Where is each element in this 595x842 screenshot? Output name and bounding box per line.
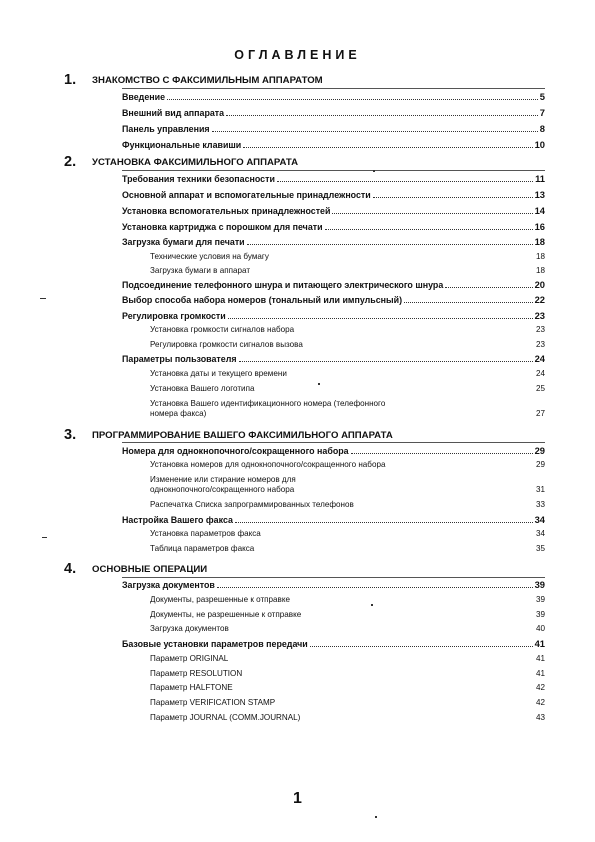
toc-subentry-label: Документы, разрешенные к отправке <box>150 595 290 604</box>
toc-subentry-label: Установка даты и текущего времени <box>150 369 287 378</box>
toc-entry-label: Требования техники безопасности <box>122 174 275 184</box>
toc-subentry[interactable] <box>150 683 545 693</box>
toc-entry-page: 29 <box>534 445 545 456</box>
section-number: 3. <box>64 427 77 443</box>
toc-entry[interactable] <box>122 515 545 525</box>
dot-leader <box>243 147 532 148</box>
dot-leader <box>228 318 533 319</box>
toc-subentry-label: Параметр JOURNAL (COMM.JOURNAL) <box>150 713 301 722</box>
toc-subentry-page: 41 <box>535 669 545 678</box>
page-number: 1 <box>293 790 302 807</box>
section-number: 1. <box>64 72 77 88</box>
toc-subentry-page: 25 <box>535 384 545 393</box>
toc-subentry-label: Загрузка бумаги в аппарат <box>150 266 251 275</box>
dot-leader <box>247 244 533 245</box>
toc-subentry[interactable] <box>150 654 545 664</box>
toc-subentry[interactable] <box>150 500 545 510</box>
toc-entry-page: 11 <box>535 173 545 184</box>
toc-entry-page: 16 <box>534 221 545 232</box>
toc-entry-page: 10 <box>534 139 545 150</box>
toc-subentry-label: Установка номеров для однокнопочного/сокращенного набора <box>150 460 386 469</box>
section-number: 4. <box>64 561 77 577</box>
toc-entry-page: 20 <box>534 279 545 290</box>
toc-subentry-label: Документы, не разрешенные к отправке <box>150 610 302 619</box>
toc-subentry-page: 34 <box>535 529 545 538</box>
section-divider <box>122 88 545 89</box>
toc-entry[interactable] <box>122 295 545 305</box>
dot-leader <box>351 453 533 454</box>
toc-entry-page: 5 <box>539 91 545 102</box>
toc-subentry-label: Установка параметров факса <box>150 529 261 538</box>
toc-subentry[interactable] <box>150 325 545 335</box>
toc-entry-page: 41 <box>534 638 545 649</box>
toc-entry-page: 13 <box>534 189 545 200</box>
section-title: УСТАНОВКА ФАКСИМИЛЬНОГО АППАРАТА <box>92 157 299 168</box>
toc-entry-page: 18 <box>534 236 545 247</box>
dot-leader <box>235 522 533 523</box>
toc-entry[interactable] <box>122 354 545 364</box>
toc-entry-label: Введение <box>122 92 166 102</box>
toc-subentry[interactable] <box>150 544 545 554</box>
toc-subentry-label: Технические условия на бумагу <box>150 252 269 261</box>
toc-entry[interactable] <box>122 108 545 118</box>
section-title: ОСНОВНЫЕ ОПЕРАЦИИ <box>92 564 208 575</box>
toc-entry-label: Загрузка документов <box>122 580 215 590</box>
toc-entry[interactable] <box>122 280 545 290</box>
toc-subentry-label: Таблица параметров факса <box>150 544 255 553</box>
toc-subentry-page: 42 <box>535 683 545 692</box>
toc-subentry-label: Параметр ORIGINAL <box>150 654 229 663</box>
toc-entry-label: Панель управления <box>122 124 210 134</box>
dot-leader <box>325 229 533 230</box>
scan-speck <box>318 383 320 385</box>
dot-leader <box>212 131 538 132</box>
toc-entry[interactable] <box>122 237 545 247</box>
toc-subentry[interactable] <box>150 252 545 262</box>
dot-leader <box>239 361 533 362</box>
toc-entry[interactable] <box>122 124 545 134</box>
toc-entry-page: 7 <box>539 107 545 118</box>
toc-entry-label: Основной аппарат и вспомогательные принадлежности <box>122 190 371 200</box>
toc-subentry-page: 35 <box>535 544 545 553</box>
toc-entry-page: 8 <box>539 123 545 134</box>
toc-entry-page: 34 <box>534 514 545 525</box>
toc-entry-label: Функциональные клавиши <box>122 140 242 150</box>
toc-subentry-page: 29 <box>535 460 545 469</box>
toc-entry-label: Выбор способа набора номеров (тональный или импульсный) <box>122 295 403 305</box>
section-divider <box>122 170 545 171</box>
toc-subentry-label-continued: номера факса) <box>150 409 207 418</box>
toc-subentry-page: 31 <box>535 485 545 494</box>
toc-entry-page: 24 <box>534 353 545 364</box>
toc-entry-page: 22 <box>534 294 545 305</box>
toc-entry[interactable] <box>122 639 545 649</box>
toc-entry[interactable] <box>122 580 545 590</box>
toc-subentry-page: 43 <box>535 713 545 722</box>
scan-mark <box>40 298 46 299</box>
toc-subentry[interactable] <box>150 369 545 379</box>
toc-entry-label: Установка картриджа с порошком для печати <box>122 222 323 232</box>
toc-subentry-page: 40 <box>535 624 545 633</box>
scan-speck <box>373 170 375 172</box>
toc-subentry-label: Распечатка Списка запрограммированных телефонов <box>150 500 354 509</box>
toc-subentry[interactable] <box>150 475 545 495</box>
section-title: ЗНАКОМСТВО С ФАКСИМИЛЬНЫМ АППАРАТОМ <box>92 75 323 86</box>
toc-subentry-page: 39 <box>535 610 545 619</box>
toc-entry-label: Внешний вид аппарата <box>122 108 225 118</box>
toc-subentry-page: 42 <box>535 698 545 707</box>
toc-entry[interactable] <box>122 174 545 184</box>
section-divider <box>122 442 545 443</box>
section-number: 2. <box>64 154 77 170</box>
toc-subentry-page: 18 <box>535 252 545 261</box>
dot-leader <box>445 287 532 288</box>
toc-entry-page: 14 <box>534 205 545 216</box>
toc-subentry[interactable] <box>150 713 545 723</box>
toc-subentry-label: Загрузка документов <box>150 624 229 633</box>
toc-subentry[interactable] <box>150 340 545 350</box>
toc-subentry-label: Параметр HALFTONE <box>150 683 233 692</box>
toc-entry-label: Настройка Вашего факса <box>122 515 233 525</box>
toc-entry-page: 23 <box>534 310 545 321</box>
toc-subentry-page: 39 <box>535 595 545 604</box>
dot-leader <box>404 302 533 303</box>
toc-entry[interactable] <box>122 311 545 321</box>
toc-subentry-label: Установка Вашего идентификационного номера (телефонного <box>150 399 386 408</box>
toc-subentry-page: 24 <box>535 369 545 378</box>
toc-subentry-label: Изменение или стирание номеров для <box>150 475 296 484</box>
toc-entry[interactable] <box>122 206 545 216</box>
dot-leader <box>226 115 538 116</box>
toc-entry[interactable] <box>122 190 545 200</box>
toc-subentry[interactable] <box>150 384 545 394</box>
dot-leader <box>373 197 533 198</box>
dot-leader <box>167 99 538 100</box>
toc-subentry-label: Регулировка громкости сигналов вызова <box>150 340 303 349</box>
toc-subentry[interactable] <box>150 595 545 605</box>
toc-entry-label: Подсоединение телефонного шнура и питающего электрического шнура <box>122 280 444 290</box>
toc-entry-label: Регулировка громкости <box>122 311 226 321</box>
toc-subentry-page: 18 <box>535 266 545 275</box>
dot-leader <box>217 587 533 588</box>
scan-mark <box>42 537 47 538</box>
toc-subentry-label: Параметр RESOLUTION <box>150 669 243 678</box>
section-divider <box>122 577 545 578</box>
toc-entry-label: Установка вспомогательных принадлежностей <box>122 206 331 216</box>
toc-subentry-label: Установка громкости сигналов набора <box>150 325 295 334</box>
toc-subentry-label-continued: однокнопочного/сокращенного набора <box>150 485 295 494</box>
toc-entry[interactable] <box>122 446 545 456</box>
toc-subentry-page: 23 <box>535 325 545 334</box>
dot-leader <box>310 646 533 647</box>
toc-entry-label: Номера для однокнопочного/сокращенного набора <box>122 446 349 456</box>
toc-subentry-page: 27 <box>535 409 545 418</box>
toc-entry[interactable] <box>122 222 545 232</box>
toc-entry-label: Параметры пользователя <box>122 354 237 364</box>
toc-title: ОГЛАВЛЕНИЕ <box>234 48 361 62</box>
scan-speck <box>375 816 377 818</box>
toc-subentry-page: 23 <box>535 340 545 349</box>
section-title: ПРОГРАММИРОВАНИЕ ВАШЕГО ФАКСИМИЛЬНОГО АППАРАТА <box>92 430 393 441</box>
toc-subentry-label: Установка Вашего логотипа <box>150 384 255 393</box>
toc-subentry[interactable] <box>150 460 545 470</box>
toc-subentry-label: Параметр VERIFICATION STAMP <box>150 698 276 707</box>
toc-entry-label: Загрузка бумаги для печати <box>122 237 245 247</box>
scan-speck <box>371 604 373 606</box>
toc-subentry[interactable] <box>150 624 545 634</box>
toc-entry[interactable] <box>122 92 545 102</box>
toc-subentry-page: 33 <box>535 500 545 509</box>
dot-leader <box>332 213 532 214</box>
toc-entry-page: 39 <box>534 579 545 590</box>
toc-subentry[interactable] <box>150 399 545 419</box>
toc-entry-label: Базовые установки параметров передачи <box>122 639 308 649</box>
toc-subentry[interactable] <box>150 266 545 276</box>
toc-subentry[interactable] <box>150 698 545 708</box>
dot-leader <box>277 181 533 182</box>
toc-subentry[interactable] <box>150 529 545 539</box>
toc-entry[interactable] <box>122 140 545 150</box>
toc-subentry[interactable] <box>150 610 545 620</box>
toc-subentry-page: 41 <box>535 654 545 663</box>
toc-subentry[interactable] <box>150 669 545 679</box>
